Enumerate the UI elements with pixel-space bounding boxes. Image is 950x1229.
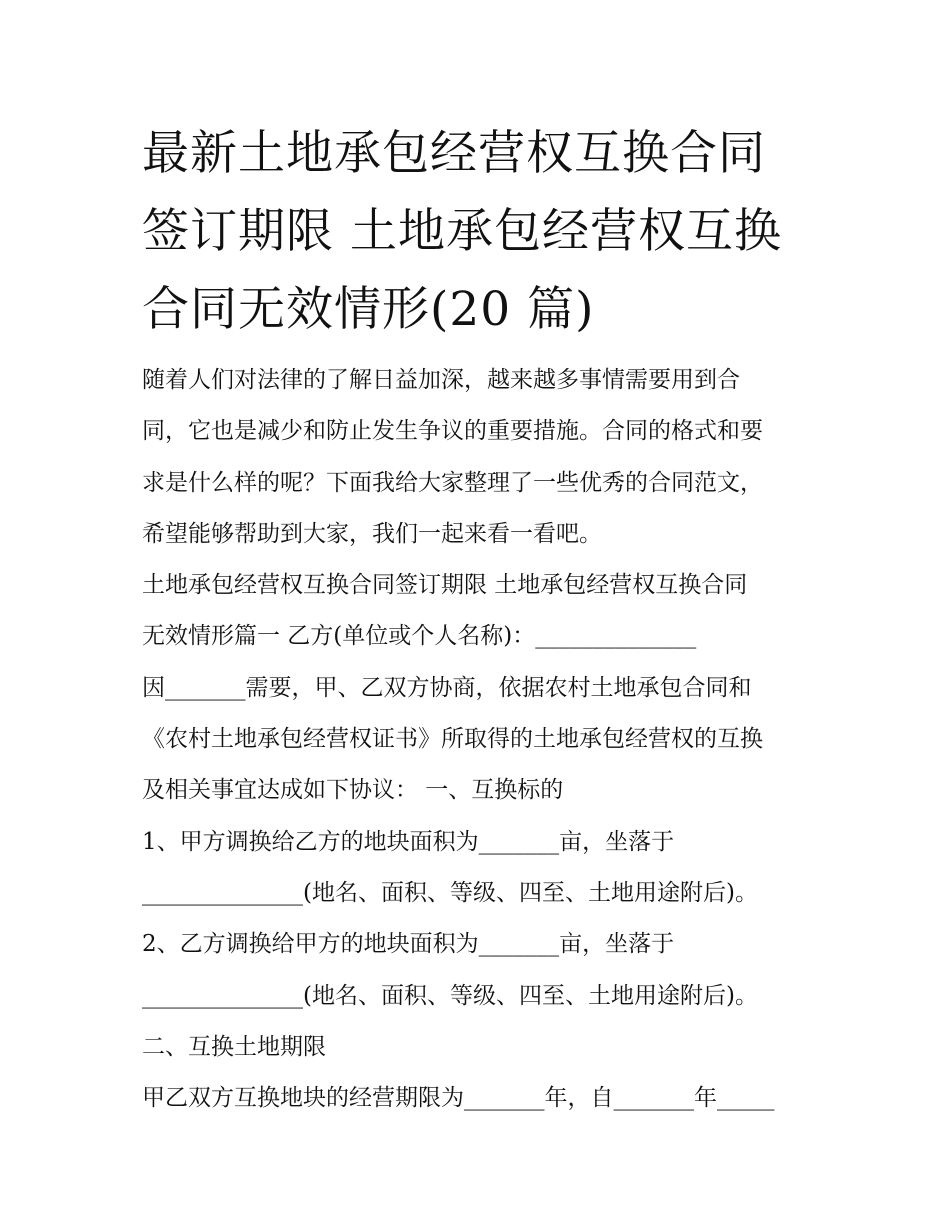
- body-line-12: 2、乙方调换给甲方的地块面积为_______亩，坐落于: [142, 931, 675, 958]
- document-title: [142, 115, 842, 349]
- body-line-1: 随着人们对法律的了解日益加深，越来越多事情需要用到合: [142, 367, 740, 393]
- body-line-7: 因_______需要，甲、乙双方协商，依据农村土地承包合同和: [142, 674, 752, 701]
- body-line-15: 甲乙双方互换地块的经营期限为_______年，自_______年_____: [142, 1085, 775, 1112]
- body-line-2: 同，它也是减少和防止发生争议的重要措施。合同的格式和要: [142, 418, 763, 445]
- body-line-4: 希望能够帮助到大家，我们一起来看一看吧。: [142, 520, 602, 547]
- body-line-14: 二、互换土地期限: [142, 1033, 326, 1060]
- body-line-8: 《农村土地承包经营权证书》所取得的土地承包经营权的互换: [142, 726, 763, 753]
- body-line-9: 及相关事宜达成如下协议： 一、互换标的: [142, 777, 564, 804]
- body-line-11: ______________(地名、面积、等级、四至、土地用途附后)。: [142, 879, 758, 906]
- title-line-3: 合同无效情形(20 篇): [142, 282, 595, 337]
- title-line-1: 最新土地承包经营权互换合同: [142, 126, 766, 181]
- body-line-13: ______________(地名、面积、等级、四至、土地用途附后)。: [142, 982, 758, 1009]
- body-line-3: 求是什么样的呢？下面我给大家整理了一些优秀的合同范文，: [142, 469, 763, 496]
- body-line-5: 土地承包经营权互换合同签订期限 土地承包经营权互换合同: [142, 572, 748, 599]
- document-body: [142, 355, 832, 1124]
- title-line-2: 签订期限 土地承包经营权互换: [142, 204, 782, 259]
- body-line-10: 1、甲方调换给乙方的地块面积为_______亩，坐落于: [142, 828, 675, 855]
- body-line-6: 无效情形篇一 乙方(单位或个人名称)：______________: [142, 623, 697, 650]
